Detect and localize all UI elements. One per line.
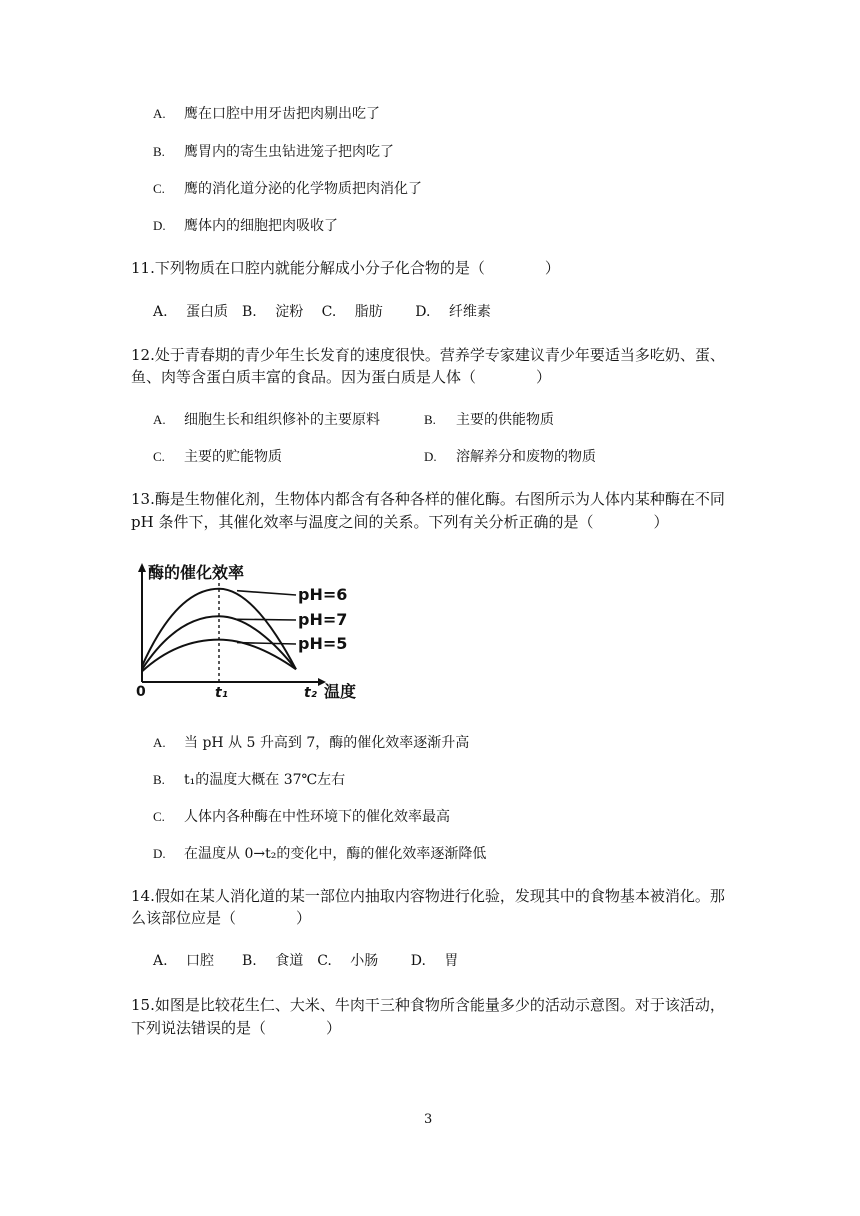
q12-option-c-text: 主要的贮能物质 xyxy=(184,449,282,465)
q12-stem-line2: 鱼、肉等含蛋白质丰富的食品。因为蛋白质是人体（ ） xyxy=(131,368,552,386)
q12-option-c-letter: C. xyxy=(153,449,165,464)
q12-option-a-letter: A. xyxy=(153,412,166,427)
q10-option-b-text: 鹰胃内的寄生虫钻进笼子把肉吃了 xyxy=(184,144,394,160)
q13-option-d-letter: D. xyxy=(153,846,166,861)
q11-options: A. 蛋白质 B. 淀粉 C. 脂肪 D. 纤维素 xyxy=(153,304,491,320)
series-label-pH=6: pH=6 xyxy=(298,585,348,604)
q12-option-b-letter: B. xyxy=(424,412,436,427)
q13-option-b-letter: B. xyxy=(153,772,165,787)
q15-stem-line1: 15.如图是比较花生仁、大米、牛肉干三种食物所含能量多少的活动示意图。对于该活动， xyxy=(131,996,725,1014)
y-axis-arrow xyxy=(138,563,146,572)
q12-option-a-text: 细胞生长和组织修补的主要原料 xyxy=(184,412,380,428)
chart-labels xyxy=(136,563,356,701)
q13-option-b-text: t₁的温度大概在 37℃左右 xyxy=(184,772,346,788)
series-leader-pH=6 xyxy=(237,591,296,595)
x-tick-t1: t₁ xyxy=(215,685,228,701)
q13-option-c-letter: C. xyxy=(153,809,165,824)
origin-label: 0 xyxy=(136,684,146,700)
enzyme-efficiency-chart xyxy=(128,558,368,703)
x-axis-label: 温度 xyxy=(324,682,357,701)
q10-option-b-letter: B. xyxy=(153,144,165,159)
q12-stem-line1: 12.处于青春期的青少年生长发育的速度很快。营养学专家建议青少年要适当多吃奶、蛋、 xyxy=(131,346,725,364)
q10-option-c-letter: C. xyxy=(153,181,165,196)
q15-stem-line2: 下列说法错误的是（ ） xyxy=(131,1019,342,1037)
series-leader-pH=7 xyxy=(237,619,296,620)
q12-option-b-text: 主要的供能物质 xyxy=(456,412,554,428)
series-label-pH=5: pH=5 xyxy=(298,634,348,653)
q10-option-a-letter: A. xyxy=(153,106,166,121)
q13-option-d-text: 在温度从 0→t₂的变化中，酶的催化效率逐渐降低 xyxy=(184,846,487,862)
q10-option-a-text: 鹰在口腔中用牙齿把肉剔出吃了 xyxy=(184,106,380,122)
q13-stem-line1: 13.酶是生物催化剂，生物体内都含有各种各样的催化酶。右图所示为人体内某种酶在不同 xyxy=(131,490,725,508)
q14-stem-line2: 么该部位应是（ ） xyxy=(131,909,312,927)
q10-option-c-text: 鹰的消化道分泌的化学物质把肉消化了 xyxy=(184,181,422,197)
q12-option-d-text: 溶解养分和废物的物质 xyxy=(456,449,596,465)
q12-option-d-letter: D. xyxy=(424,449,437,464)
q14-options: A. 口腔 B. 食道 C. 小肠 D. 胃 xyxy=(153,953,459,969)
q13-option-a-letter: A. xyxy=(153,735,166,750)
y-axis-label: 酶的催化效率 xyxy=(148,563,245,582)
q14-stem-line1: 14.假如在某人消化道的某一部位内抽取内容物进行化验，发现其中的食物基本被消化。那 xyxy=(131,887,725,905)
q13-option-c-text: 人体内各种酶在中性环境下的催化效率最高 xyxy=(184,809,450,825)
q10-option-d-text: 鹰体内的细胞把肉吸收了 xyxy=(184,218,338,234)
q13-stem-line2: pH 条件下，其催化效率与温度之间的关系。下列有关分析正确的是（ ） xyxy=(131,513,669,531)
series-label-pH=7: pH=7 xyxy=(298,610,348,629)
x-tick-t2: t₂ xyxy=(304,685,317,701)
page-number: 3 xyxy=(424,1112,433,1127)
q10-option-d-letter: D. xyxy=(153,218,166,233)
q13-option-a-text: 当 pH 从 5 升高到 7，酶的催化效率逐渐升高 xyxy=(184,735,470,751)
q11-stem: 11.下列物质在口腔内就能分解成小分子化合物的是（ ） xyxy=(131,259,560,277)
